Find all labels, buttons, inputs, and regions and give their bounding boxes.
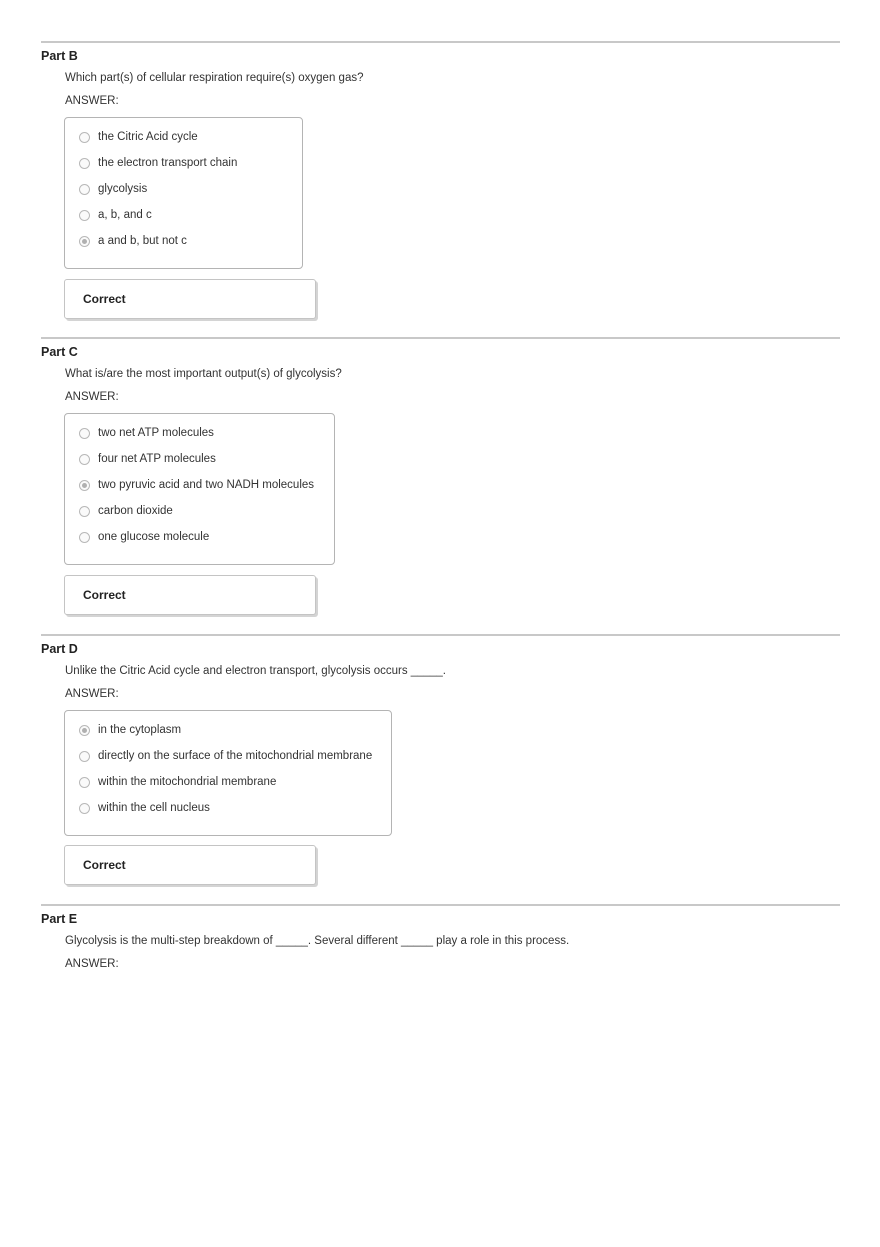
question-text: Which part(s) of cellular respiration require(s) oxygen gas? [65,72,364,84]
radio-button[interactable] [79,751,90,762]
answer-choices [64,117,303,269]
choice-option[interactable] [79,228,288,254]
radio-button-selected[interactable] [79,725,90,736]
choice-option[interactable] [79,769,377,795]
answer-label: ANSWER: [65,688,119,700]
part-title: Part B [41,49,78,63]
choice-label: a and b, but not c [98,235,187,247]
feedback-text: Correct [83,588,126,602]
choice-option[interactable] [79,524,320,550]
choice-option[interactable] [79,176,288,202]
section-divider [41,41,840,43]
radio-button-selected[interactable] [79,236,90,247]
feedback-box [64,575,316,615]
choice-option[interactable] [79,150,288,176]
question-text: What is/are the most important output(s) of glycolysis? [65,368,342,380]
choice-label: the Citric Acid cycle [98,131,198,143]
radio-button[interactable] [79,532,90,543]
radio-button[interactable] [79,777,90,788]
answer-choices [64,413,335,565]
choice-option[interactable] [79,202,288,228]
radio-button[interactable] [79,803,90,814]
choice-label: the electron transport chain [98,157,238,169]
choice-label: in the cytoplasm [98,724,182,736]
radio-button-selected[interactable] [79,480,90,491]
choice-label: two pyruvic acid and two NADH molecules [98,479,315,491]
choice-option[interactable] [79,472,320,498]
question-text: Glycolysis is the multi-step breakdown of _____. Several different _____ play a role in this process. [65,935,570,947]
feedback-text: Correct [83,292,126,306]
radio-button[interactable] [79,428,90,439]
choice-option[interactable] [79,498,320,524]
feedback-text: Correct [83,858,126,872]
choice-label: within the mitochondrial membrane [98,776,277,788]
part-title: Part E [41,912,78,926]
feedback-box [64,845,316,885]
choice-option[interactable] [79,743,377,769]
question-text: Unlike the Citric Acid cycle and electron transport, glycolysis occurs _____. [65,665,446,677]
radio-button[interactable] [79,132,90,143]
choice-label: directly on the surface of the mitochondrial membrane [98,750,373,762]
choice-label: within the cell nucleus [98,802,210,814]
section-divider [41,904,840,906]
choice-label: two net ATP molecules [98,427,214,439]
radio-button[interactable] [79,184,90,195]
choice-option[interactable] [79,717,377,743]
radio-button[interactable] [79,158,90,169]
section-divider [41,337,840,339]
section-divider [41,634,840,636]
choice-label: glycolysis [98,183,148,195]
choice-option[interactable] [79,124,288,150]
radio-button[interactable] [79,506,90,517]
choice-label: a, b, and c [98,209,152,221]
choice-option[interactable] [79,446,320,472]
choice-label: four net ATP molecules [98,453,216,465]
answer-label: ANSWER: [65,391,119,403]
choice-option[interactable] [79,795,377,821]
part-title: Part D [41,642,78,656]
choice-option[interactable] [79,420,320,446]
radio-button[interactable] [79,210,90,221]
answer-label: ANSWER: [65,95,119,107]
choice-label: one glucose molecule [98,531,210,543]
answer-label: ANSWER: [65,958,119,970]
answer-choices [64,710,392,836]
radio-button[interactable] [79,454,90,465]
choice-label: carbon dioxide [98,505,173,517]
part-title: Part C [41,345,78,359]
feedback-box [64,279,316,319]
